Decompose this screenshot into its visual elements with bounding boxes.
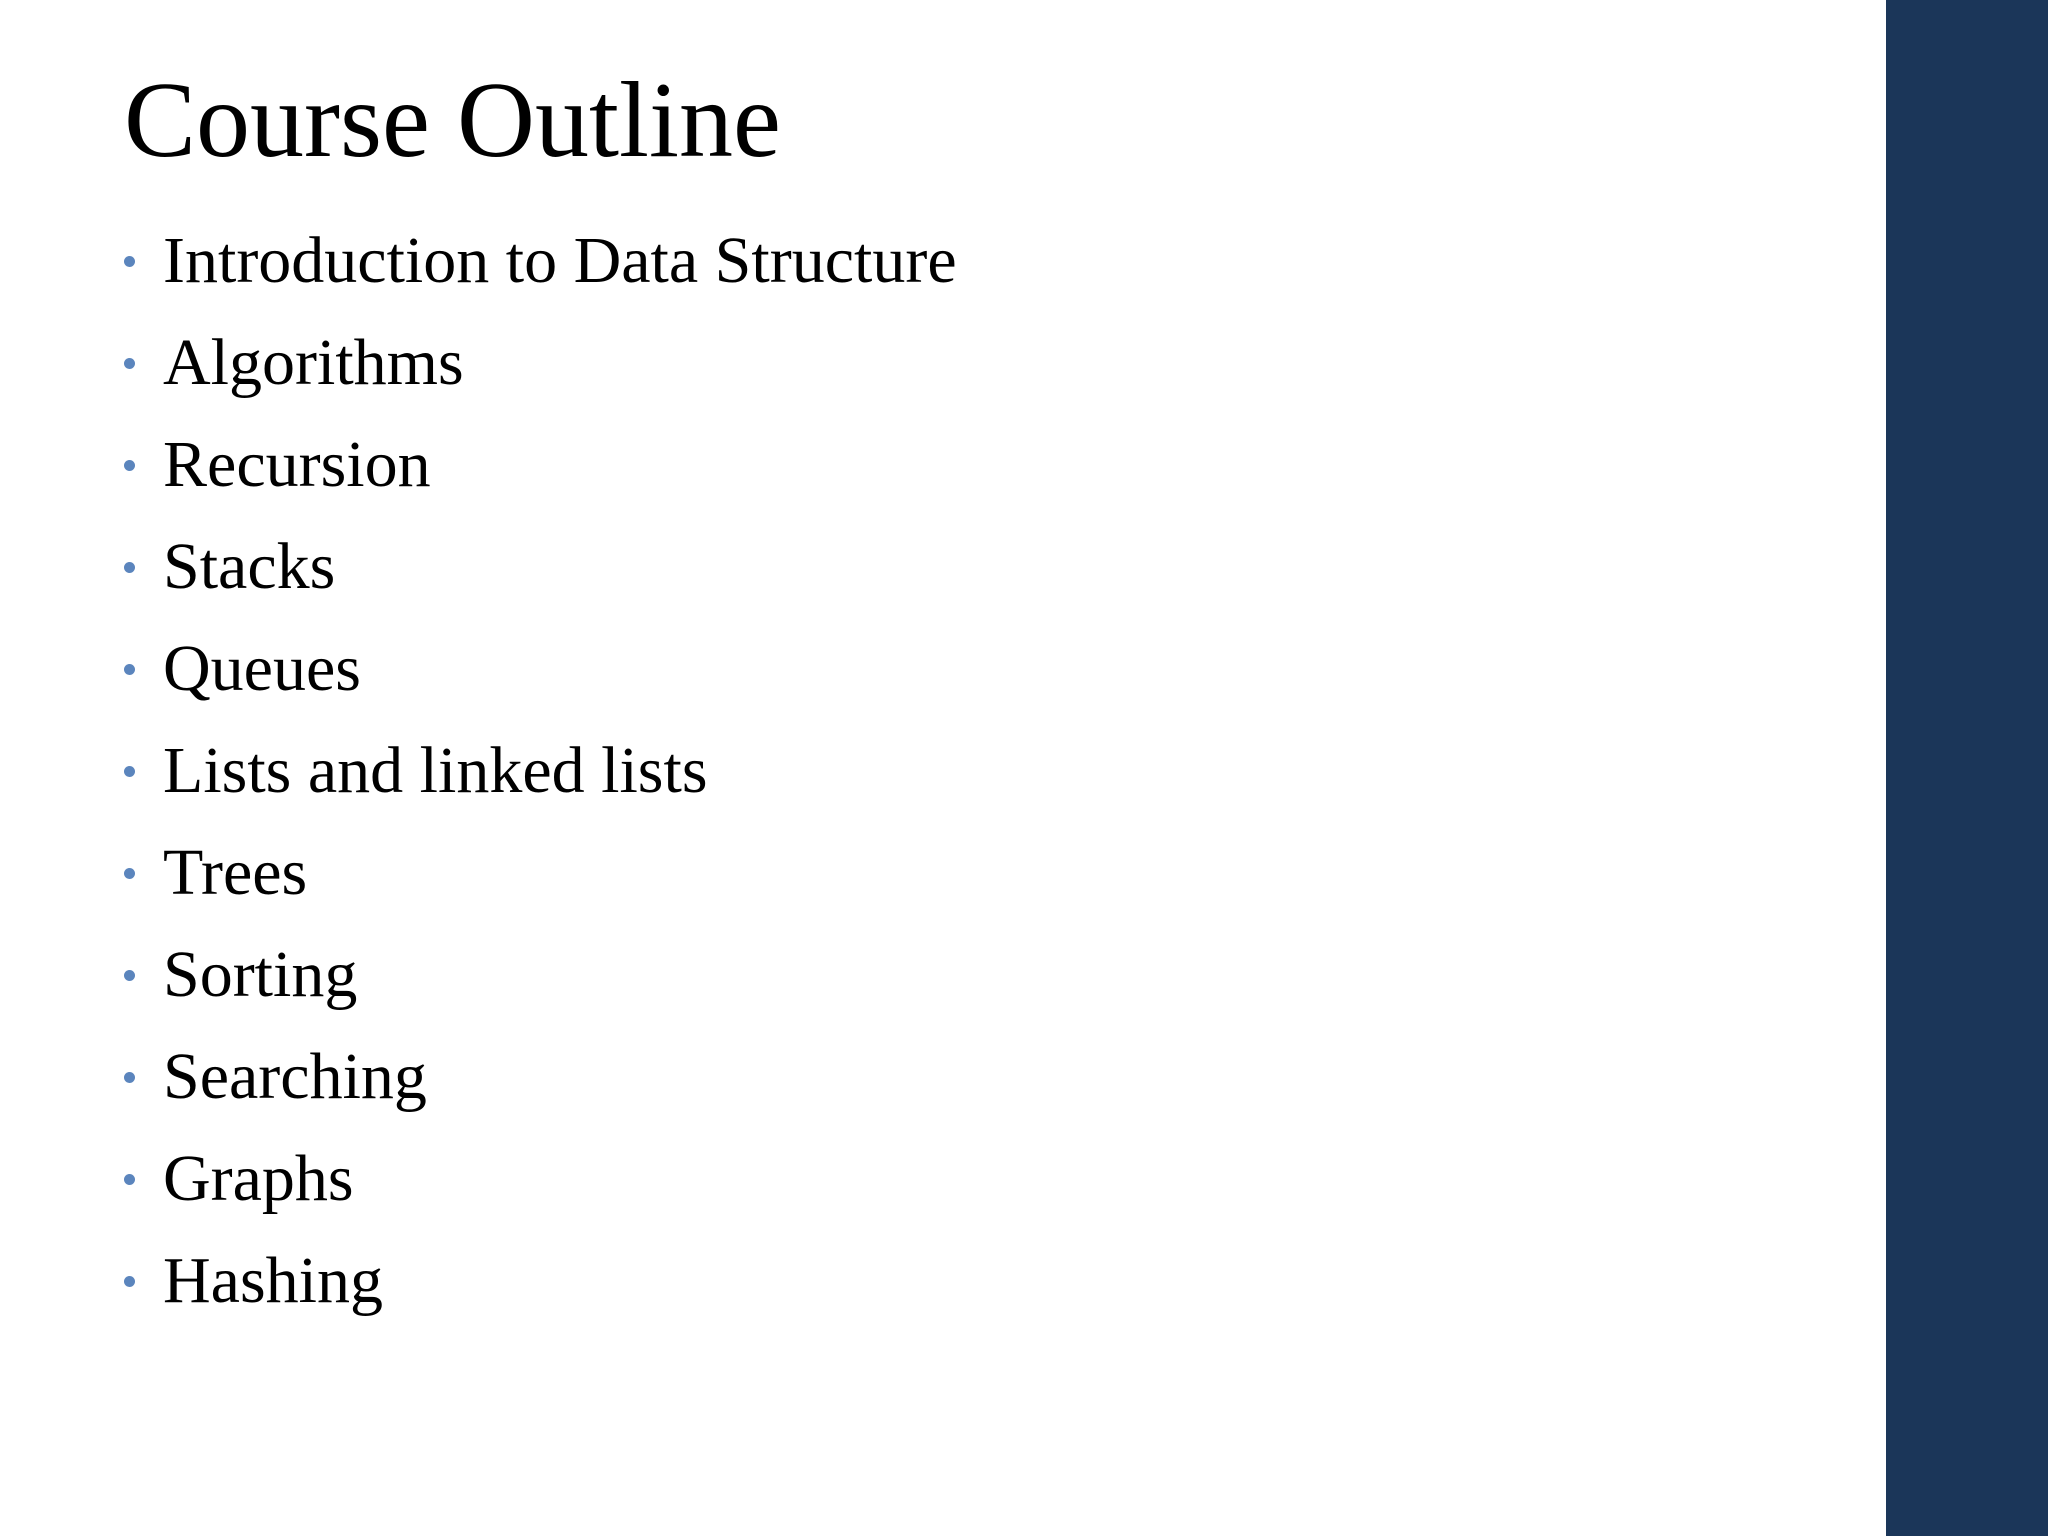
bullet-dot-icon: [124, 460, 135, 471]
bullet-dot-icon: [124, 358, 135, 369]
bullet-item: [124, 1230, 957, 1332]
bullet-text: Hashing: [163, 1244, 383, 1317]
bullet-text: Recursion: [163, 428, 431, 501]
bullet-text: Lists and linked lists: [163, 734, 708, 807]
bullet-item: [124, 924, 957, 1026]
bullet-item: [124, 516, 957, 618]
bullet-item: [124, 210, 957, 312]
bullet-item: [124, 1026, 957, 1128]
accent-sidebar: [1886, 0, 2048, 1536]
slide-title: Course Outline: [124, 61, 781, 180]
bullet-item: [124, 414, 957, 516]
bullet-item: [124, 312, 957, 414]
bullet-text: Algorithms: [163, 326, 464, 399]
bullet-dot-icon: [124, 1276, 135, 1287]
bullet-text: Searching: [163, 1040, 427, 1113]
bullet-dot-icon: [124, 766, 135, 777]
bullet-list: [124, 210, 957, 1332]
bullet-dot-icon: [124, 868, 135, 879]
bullet-dot-icon: [124, 970, 135, 981]
bullet-dot-icon: [124, 1072, 135, 1083]
bullet-text: Graphs: [163, 1142, 354, 1215]
bullet-dot-icon: [124, 1174, 135, 1185]
bullet-text: Stacks: [163, 530, 336, 603]
bullet-dot-icon: [124, 256, 135, 267]
bullet-text: Trees: [163, 836, 308, 909]
bullet-text: Sorting: [163, 938, 358, 1011]
bullet-dot-icon: [124, 664, 135, 675]
bullet-item: [124, 1128, 957, 1230]
bullet-item: [124, 618, 957, 720]
bullet-item: [124, 822, 957, 924]
bullet-item: [124, 720, 957, 822]
bullet-text: Queues: [163, 632, 361, 705]
bullet-dot-icon: [124, 562, 135, 573]
bullet-text: Introduction to Data Structure: [163, 224, 957, 297]
